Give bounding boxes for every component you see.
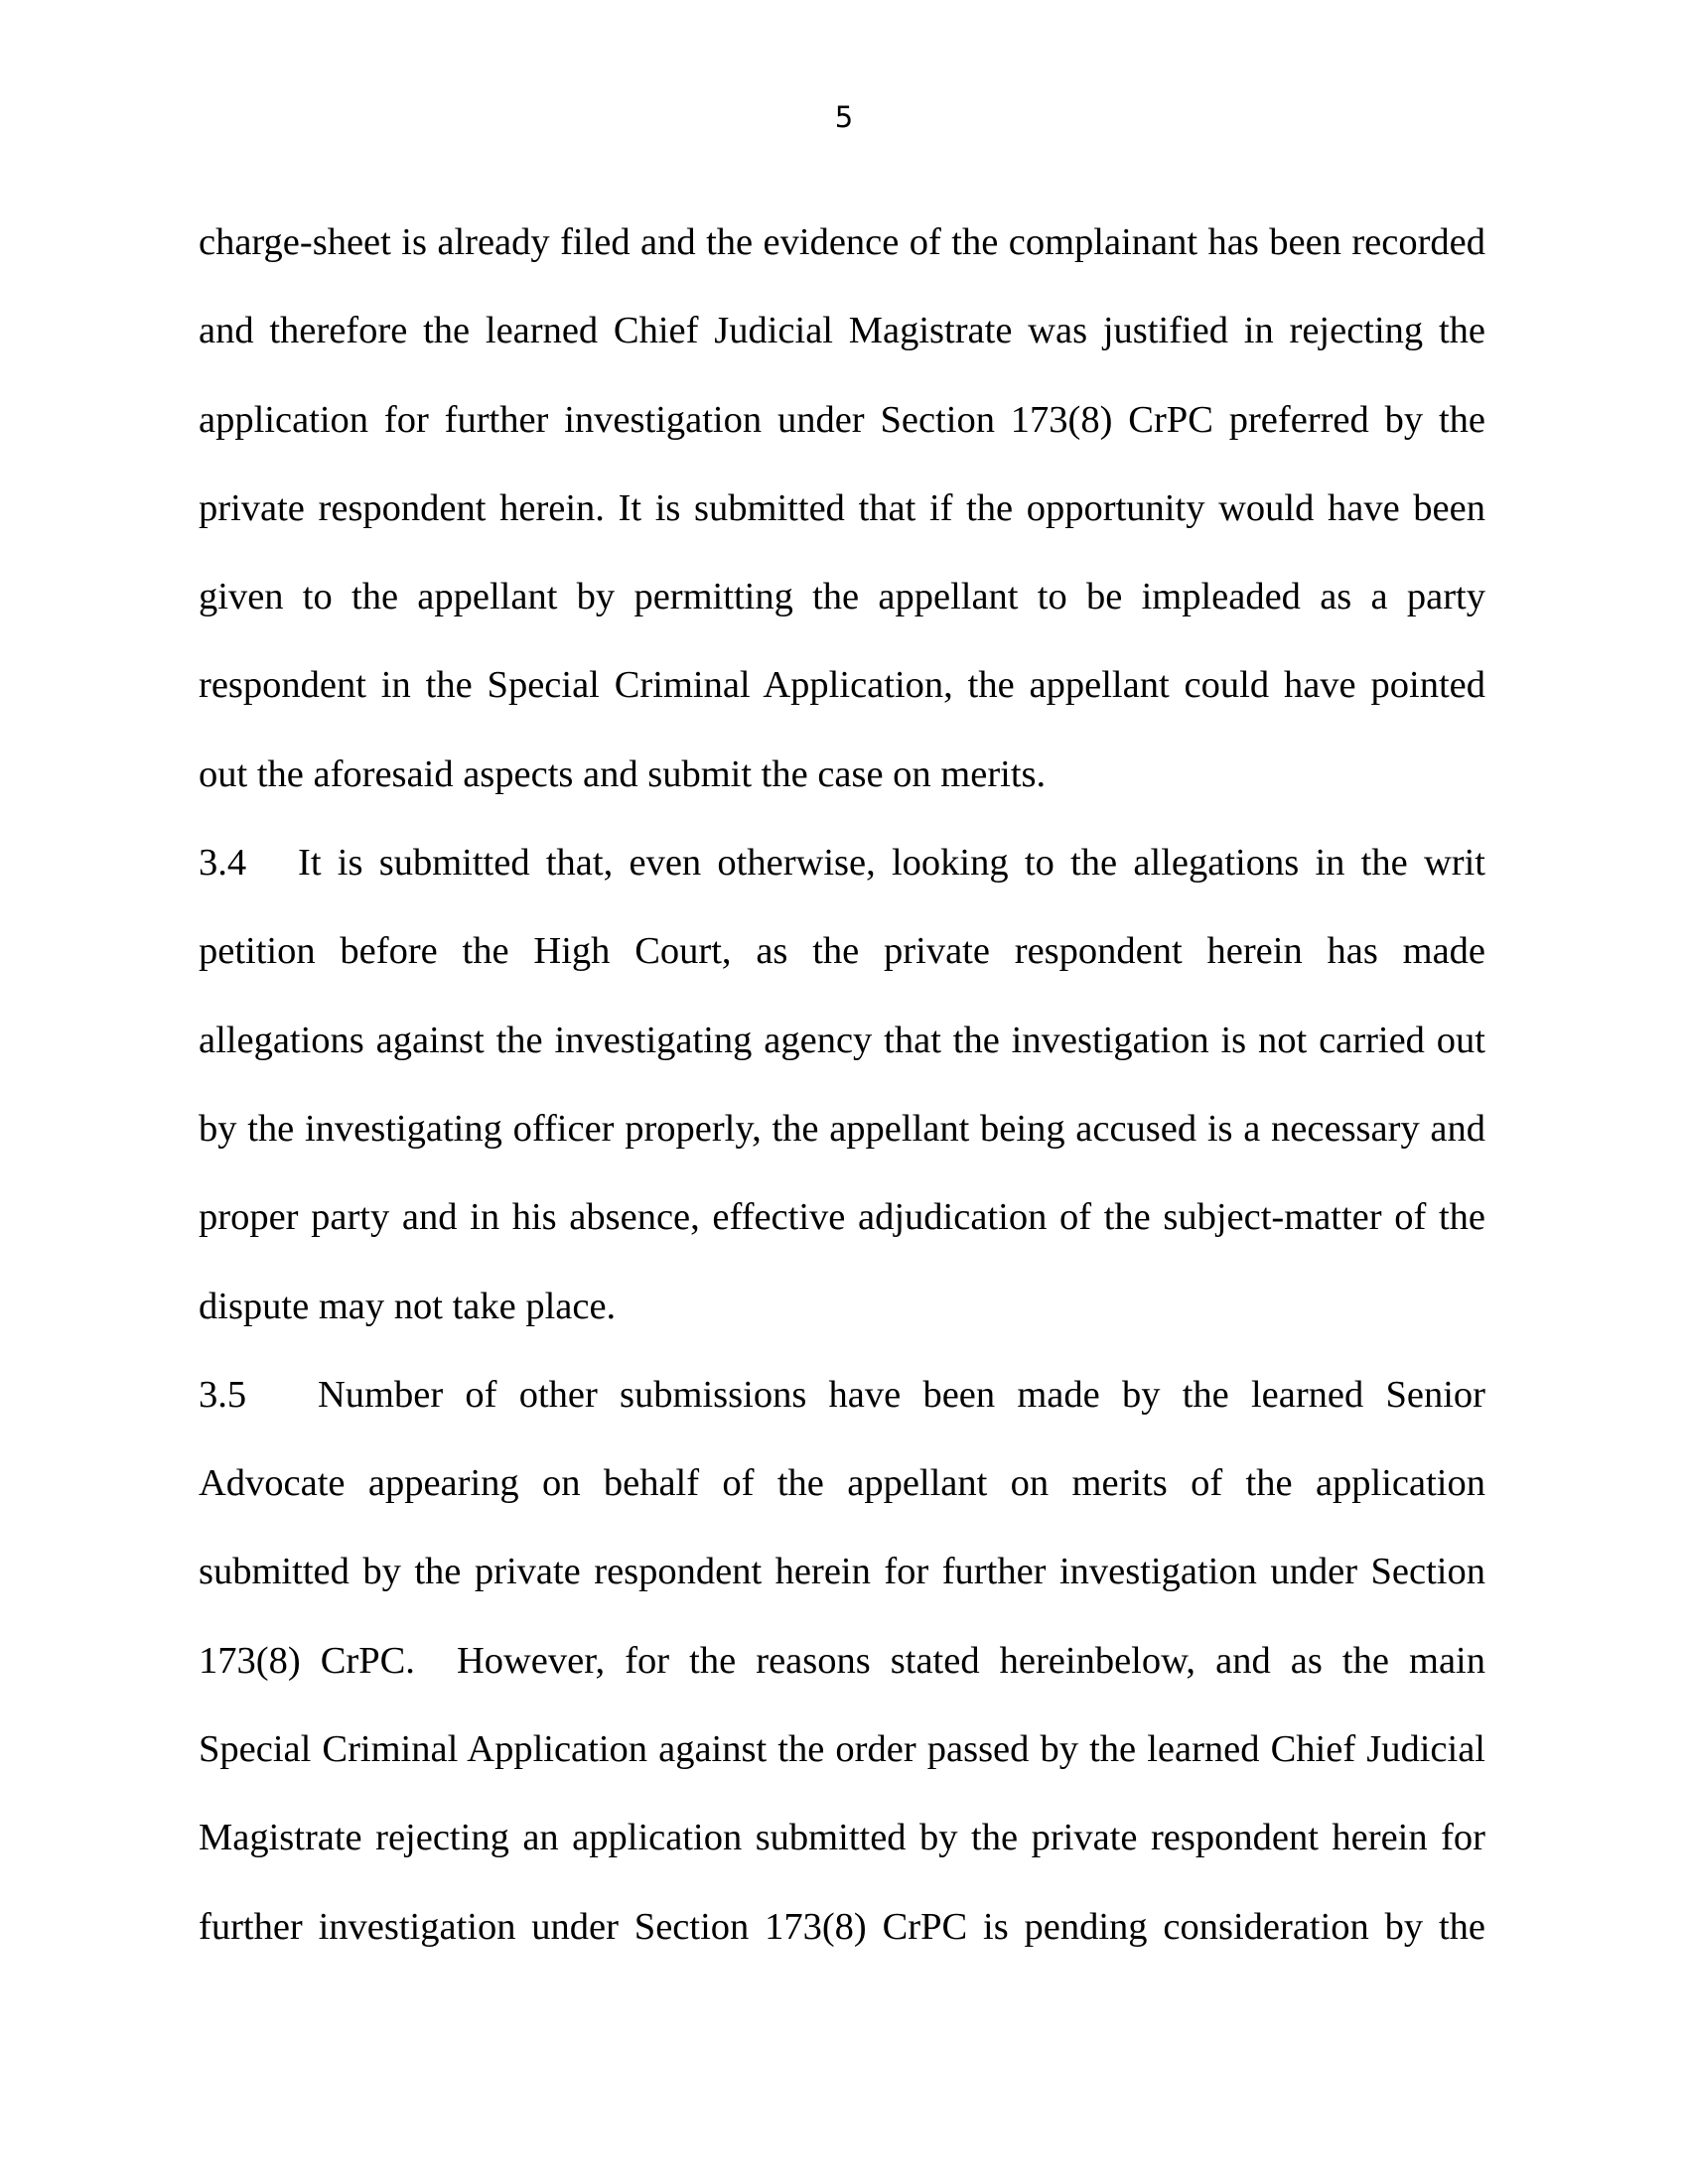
document-body <box>199 199 1485 1972</box>
text-line: submitted by the private respondent herein for further investigation under Section <box>199 1551 1485 1593</box>
page-number: 5 <box>834 100 854 134</box>
text-line: given to the appellant by permitting the appellant to be impleaded as a party <box>199 576 1485 618</box>
text-line: petition before the High Court, as the private respondent herein has made <box>199 930 1485 973</box>
paragraph-3-5-first-line <box>199 1351 1485 1439</box>
text-line: Advocate appearing on behalf of the appellant on merits of the application <box>199 1462 1485 1505</box>
section-number: 3.4 <box>199 842 247 885</box>
text-segment: Number of other submissions have been made by the learned Senior <box>318 1373 1485 1416</box>
text-segment: 173(8) CrPC. <box>199 1639 415 1682</box>
text-line: allegations against the investigating agency that the investigation is not carried out <box>199 1019 1485 1061</box>
text-line: Special Criminal Application against the order passed by the learned Chief Judicial <box>199 1728 1485 1771</box>
text-segment: It is submitted that, even otherwise, looking to the allegations in the writ <box>298 842 1485 885</box>
text-line: by the investigating officer properly, the appellant being accused is a necessary and <box>199 1107 1485 1150</box>
text-line: respondent in the Special Criminal Application, the appellant could have pointed <box>199 664 1485 707</box>
text-line: charge-sheet is already filed and the evidence of the complainant has been recorded <box>199 221 1485 263</box>
text-line: proper party and in his absence, effective adjudication of the subject-matter of the <box>199 1196 1485 1239</box>
text-line: application for further investigation under Section 173(8) CrPC preferred by the <box>199 398 1485 441</box>
text-line: private respondent herein. It is submitted that if the opportunity would have been <box>199 486 1485 529</box>
text-line: Magistrate rejecting an application submitted by the private respondent herein for <box>199 1817 1485 1859</box>
text-line: dispute may not take place. <box>199 1285 617 1327</box>
text-line: out the aforesaid aspects and submit the case on merits. <box>199 752 1047 795</box>
paragraph-3-4-first-line <box>199 819 1485 907</box>
text-line: further investigation under Section 173(8) CrPC is pending consideration by the <box>199 1905 1485 1948</box>
text-line: and therefore the learned Chief Judicial Magistrate was justified in rejecting the <box>199 310 1485 352</box>
section-number: 3.5 <box>199 1373 247 1416</box>
text-segment: However, for the reasons stated hereinbelow, and as the main <box>456 1639 1486 1682</box>
text-line-split <box>199 1617 1485 1706</box>
